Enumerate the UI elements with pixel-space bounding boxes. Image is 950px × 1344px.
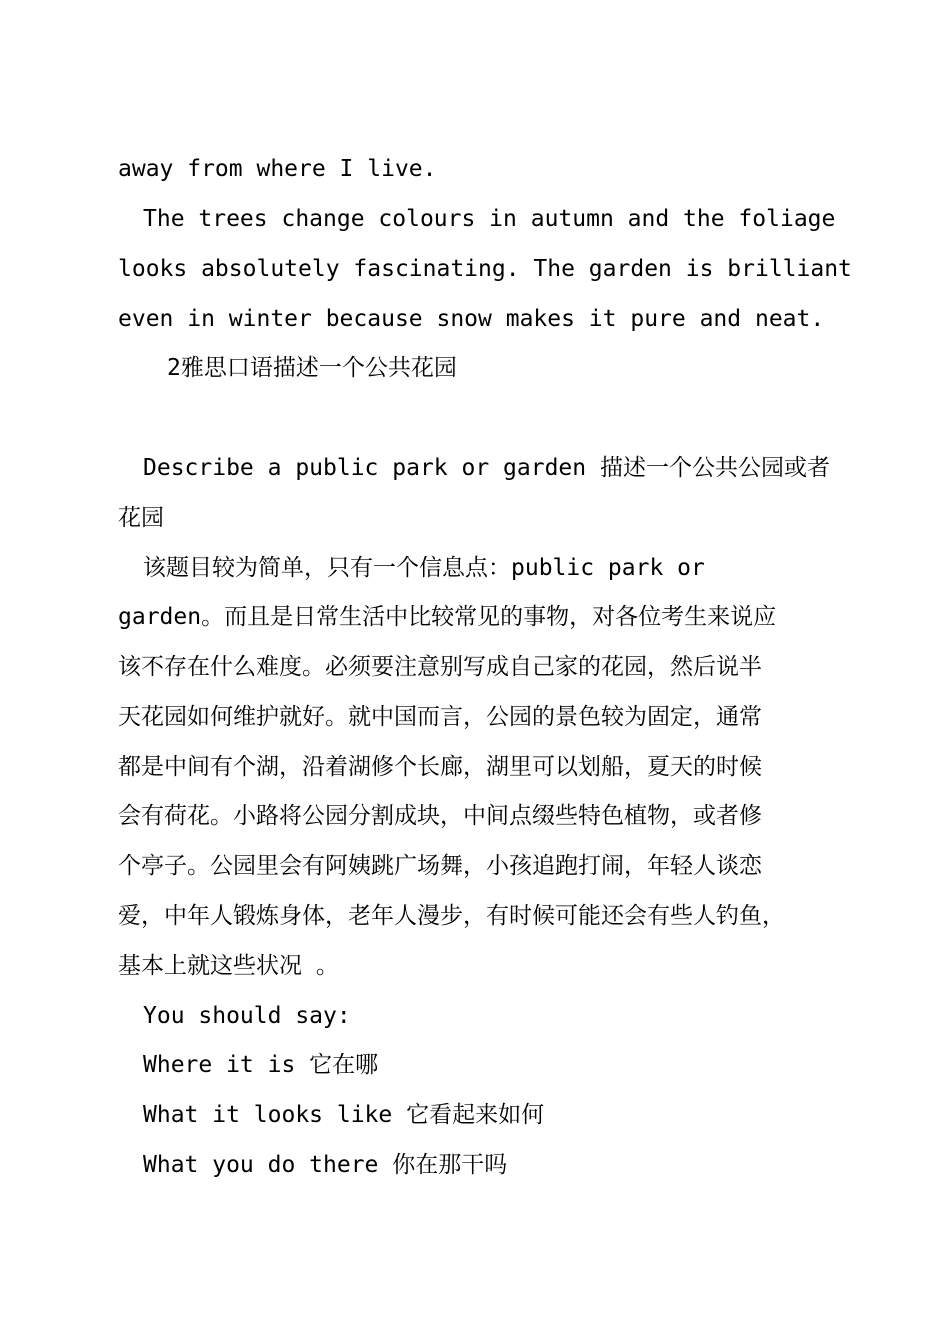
paragraph-line: 个亭子。公园里会有阿姨跳广场舞，小孩追跑打闹，年轻人谈恋	[118, 853, 762, 879]
paragraph-line: garden。而且是日常生活中比较常见的事物，对各位考生来说应	[118, 604, 777, 630]
paragraph-line: 天花园如何维护就好。就中国而言，公园的景色较为固定，通常	[118, 704, 762, 730]
paragraph-line: away from where I live.	[118, 156, 437, 182]
paragraph-line: The trees change colours in autumn and the foliage	[143, 206, 836, 232]
paragraph-line: 爱，中年人锻炼身体，老年人漫步，有时候可能还会有些人钓鱼，	[118, 903, 785, 929]
prompt-line: Where it is 它在哪	[143, 1052, 379, 1078]
paragraph-line: 该题目较为简单，只有一个信息点：public park or	[143, 555, 705, 581]
prompt-line: What it looks like 它看起来如何	[143, 1102, 545, 1128]
prompt-line: What you do there 你在那干吗	[143, 1152, 508, 1178]
paragraph-line: 花园	[118, 505, 164, 531]
paragraph-line: 基本上就这些状况 。	[118, 953, 339, 979]
paragraph-line: even in winter because snow makes it pure and neat.	[118, 306, 825, 332]
paragraph-line: 该不存在什么难度。必须要注意别写成自己家的花园，然后说半	[118, 654, 762, 680]
paragraph-line: Describe a public park or garden 描述一个公共公园或者	[143, 455, 830, 481]
prompt-line: You should say:	[143, 1003, 351, 1029]
paragraph-line: 会有荷花。小路将公园分割成块，中间点缀些特色植物，或者修	[118, 803, 762, 829]
paragraph-line: looks absolutely fascinating. The garden is brilliant	[118, 256, 852, 282]
paragraph-line: 都是中间有个湖，沿着湖修个长廊，湖里可以划船，夏天的时候	[118, 754, 762, 780]
section-heading: 2雅思口语描述一个公共花园	[167, 355, 457, 381]
